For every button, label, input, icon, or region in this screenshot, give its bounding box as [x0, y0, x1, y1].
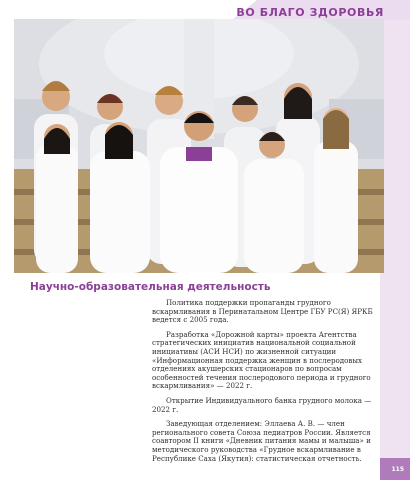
section-header: ВО БЛАГО ЗДОРОВЬЯ: [236, 6, 384, 19]
article-paragraph: Разработка «Дорожной карты» проекта Агентства стратегических инициатив национальной социальной инициативы (АСИ НСИ) по жизненной ситуации «Информационная поддержка женщин в послеродовых отделениях акушерских стационаров по вопросам особенностей течения послеродового периода и грудного вскармливания» — 2022 г.: [152, 329, 371, 391]
group-photo: [14, 19, 384, 273]
article-paragraph: Заведующая отделением: Эллаева А. В. — член регионального совета Союза педиатров России. Является соавтором II книги «Дневник питания мамы и малыша» и методического руководства «Грудное вскармливание в Республике Саха (Якутия): статистическая отчетность.: [152, 419, 371, 463]
page-number: 115: [391, 466, 404, 473]
article-paragraph: Политика поддержки пропаганды грудного вскармливания в Перинатальном Центре ГБУ РС(Я) ЯРКБ ведется с 2005 года.: [152, 298, 373, 325]
article-paragraph: Открытие Индивидуального банка грудного молока — 2022 г.: [152, 395, 372, 414]
article-body: [152, 299, 388, 469]
article-title: Научно-образовательная деятельность: [30, 281, 271, 293]
